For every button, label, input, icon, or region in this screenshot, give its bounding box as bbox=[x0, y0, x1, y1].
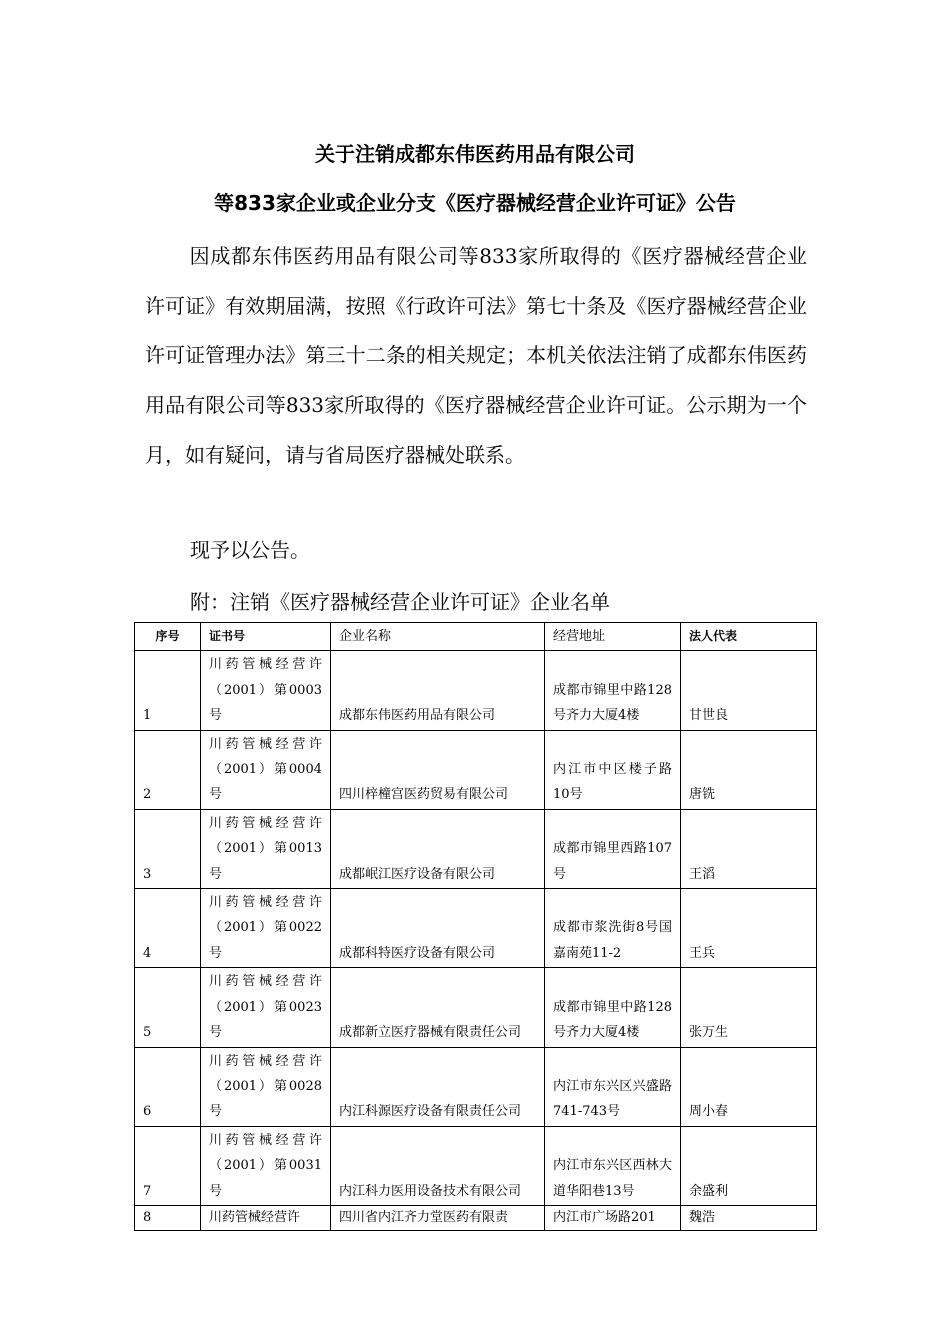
title-line-1: 关于注销成都东伟医药用品有限公司 bbox=[315, 142, 635, 166]
cell-seq: 1 bbox=[135, 651, 201, 730]
cell-address: 成都市锦里西路107号 bbox=[545, 809, 681, 888]
cell-rep: 魏浩 bbox=[681, 1205, 817, 1230]
table-row bbox=[135, 889, 817, 968]
company-table bbox=[134, 622, 817, 1231]
cell-address: 成都市锦里中路128号齐力大厦4楼 bbox=[545, 968, 681, 1047]
header-seq: 序号 bbox=[135, 623, 201, 651]
cell-seq: 8 bbox=[135, 1205, 201, 1230]
table-header-row bbox=[135, 623, 817, 651]
cell-address: 内江市东兴区西林大道华阳巷13号 bbox=[545, 1126, 681, 1205]
header-cert: 证书号 bbox=[201, 623, 331, 651]
cell-address: 成都市浆洗街8号国嘉南苑11-2 bbox=[545, 889, 681, 968]
cell-company: 成都新立医疗器械有限责任公司 bbox=[331, 968, 545, 1047]
cell-seq: 2 bbox=[135, 730, 201, 809]
cell-company: 内江科源医疗设备有限责任公司 bbox=[331, 1047, 545, 1126]
notice-line: 现予以公告。 bbox=[190, 538, 310, 562]
cell-seq: 6 bbox=[135, 1047, 201, 1126]
cell-seq: 3 bbox=[135, 809, 201, 888]
cell-rep: 张万生 bbox=[681, 968, 817, 1047]
cell-rep: 王滔 bbox=[681, 809, 817, 888]
cell-cert: 川药管械经营许（2001）第0023号 bbox=[201, 968, 331, 1047]
announcement-paragraph bbox=[145, 232, 807, 481]
table-row bbox=[135, 730, 817, 809]
cell-seq: 4 bbox=[135, 889, 201, 968]
table-row bbox=[135, 1205, 817, 1230]
cell-address: 成都市锦里中路128号齐力大厦4楼 bbox=[545, 651, 681, 730]
header-company: 企业名称 bbox=[331, 623, 545, 651]
cell-cert: 川药管械经营许（2001）第0013号 bbox=[201, 809, 331, 888]
cell-address: 内江市中区楼子路10号 bbox=[545, 730, 681, 809]
cell-company: 四川省内江齐力堂医药有限责 bbox=[331, 1205, 545, 1230]
cell-rep: 余盛利 bbox=[681, 1126, 817, 1205]
cell-cert: 川药管械经营许（2001）第0031号 bbox=[201, 1126, 331, 1205]
title-line-2: 等833家企业或企业分支《医疗器械经营企业许可证》公告 bbox=[214, 191, 736, 215]
table-row bbox=[135, 651, 817, 730]
cell-seq: 5 bbox=[135, 968, 201, 1047]
table-row bbox=[135, 809, 817, 888]
cell-company: 四川梓橦宫医药贸易有限公司 bbox=[331, 730, 545, 809]
table-row bbox=[135, 1047, 817, 1126]
announcement-text: 因成都东伟医药用品有限公司等833家所取得的《医疗器械经营企业许可证》有效期届满，按照《行政许可法》第七十条及《医疗器械经营企业许可证管理办法》第三十二条的相关规定；本机关依法注销了成都东伟医药用品有限公司等833家所取得的《医疗器械经营企业许可证。公示期为一个月，如有疑问，请与省局医疗器械处联系。 bbox=[145, 244, 807, 467]
cell-rep: 唐铣 bbox=[681, 730, 817, 809]
cell-cert: 川药管械经营许（2001）第0028号 bbox=[201, 1047, 331, 1126]
header-address: 经营地址 bbox=[545, 623, 681, 651]
cell-company: 内江科力医用设备技术有限公司 bbox=[331, 1126, 545, 1205]
cell-company: 成都科特医疗设备有限公司 bbox=[331, 889, 545, 968]
cell-cert: 川药管械经营许（2001）第0004号 bbox=[201, 730, 331, 809]
table-row bbox=[135, 1126, 817, 1205]
cell-cert: 川药管械经营许（2001）第0003号 bbox=[201, 651, 331, 730]
cell-company: 成都岷江医疗设备有限公司 bbox=[331, 809, 545, 888]
cell-address: 内江市广场路201 bbox=[545, 1205, 681, 1230]
cell-company: 成都东伟医药用品有限公司 bbox=[331, 651, 545, 730]
cell-cert: 川药管械经营许（2001）第0022号 bbox=[201, 889, 331, 968]
attachment-title: 附：注销《医疗器械经营企业许可证》企业名单 bbox=[190, 590, 610, 614]
cell-rep: 周小春 bbox=[681, 1047, 817, 1126]
cell-cert: 川药管械经营许 bbox=[201, 1205, 331, 1230]
cell-address: 内江市东兴区兴盛路741-743号 bbox=[545, 1047, 681, 1126]
cell-rep: 王兵 bbox=[681, 889, 817, 968]
header-rep: 法人代表 bbox=[681, 623, 817, 651]
table-row bbox=[135, 968, 817, 1047]
cell-rep: 甘世良 bbox=[681, 651, 817, 730]
cell-seq: 7 bbox=[135, 1126, 201, 1205]
